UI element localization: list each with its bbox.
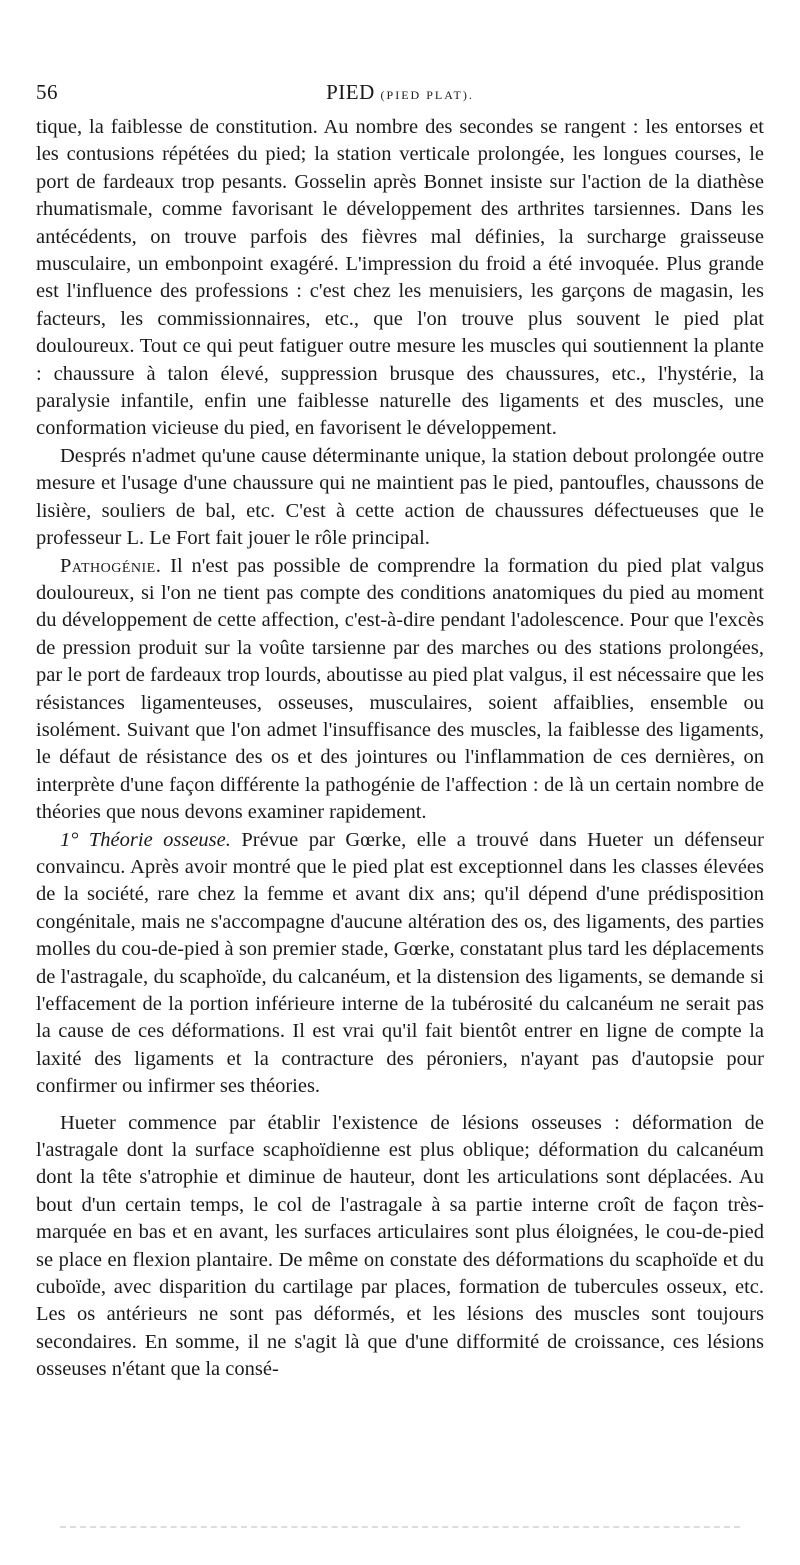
- document-page: [36, 80, 764, 1384]
- paragraph-text: Il n'est pas possible de comprendre la formation du pied plat valgus douloureux, si l'on ne tient pas compte des conditions anatomiques du pied au moment du développement de cette affection, c'est-à-dire pendant l'adolescence. Pour que l'excès de pression produit sur la voûte tarsienne par des marches ou des stations prolongées, par le port de fardeaux trop lourds, aboutisse au pied plat valgus, il est nécessaire que les résistances ligamenteuses, osseuses, musculaires, soient affaiblies, ensemble ou isolément. Suivant que l'on admet l'insuffisance des muscles, la faiblesse des ligaments, le défaut de résistance des os et des jointures ou l'inflammation de ces dernières, on interprète d'une façon différente la pathogénie de l'affection : de là un certain nombre de théories que nous devons examiner rapidement.: [36, 554, 764, 824]
- running-title-sub: (PIED PLAT).: [380, 88, 474, 102]
- running-title: [36, 80, 764, 105]
- body-text: [36, 114, 764, 1384]
- paragraph-text: Prévue par Gœrke, elle a trouvé dans Hueter un défenseur convaincu. Après avoir montré que le pied plat est exceptionnel dans les classes élevées de la société, rare chez la femme et avant dix ans; qu'il dépend d'une prédisposition congénitale, mais ne s'accompagne d'aucune altération des os, des ligaments, des parties molles du cou-de-pied à son premier stade, Gœrke, constatant plus tard les déplacements de l'astragale, du scaphoïde, du calcanéum, et la distension des ligaments, se demande si l'effacement de la portion inférieure interne de la tubérosité du calcanéum ne serait pas la cause de ces déformations. Il est vrai qu'il fait bientôt entrer en ligne de compte la laxité des ligaments et la contracture des péroniers, n'ayant pas d'autopsie pour confirmer ou infirmer ses théories.: [36, 828, 764, 1098]
- paragraph: [36, 827, 764, 1101]
- page-number: 56: [36, 80, 58, 104]
- running-title-main: PIED: [326, 80, 375, 104]
- page-header: [36, 80, 764, 114]
- section-heading: 1° Théorie osseuse.: [60, 828, 231, 851]
- paragraph: Després n'admet qu'une cause déterminante unique, la station debout prolongée outre mesure et l'usage d'une chaussure qui ne maintient pas le pied, pantoufles, chaussons de lisière, souliers de bal, etc. C'est à cette action de chaussures défectueuses que le professeur L. Le Fort fait jouer le rôle principal.: [36, 444, 764, 550]
- section-heading: Pathogénie.: [60, 554, 162, 577]
- paragraph: tique, la faiblesse de constitution. Au nombre des secondes se rangent : les entorses et les contusions répétées du pied; la station verticale prolongée, les longues courses, le port de fardeaux trop pesants. Gosselin après Bonnet insiste sur l'action de la diathèse rhumatismale, comme favorisant le développement des arthrites tarsiennes. Dans les antécédents, on trouve parfois des fièvres mal définies, la surcharge graisseuse musculaire, un embonpoint exagéré. L'impression du froid a été invoquée. Plus grande est l'influence des professions : c'est chez les menuisiers, les garçons de magasin, les facteurs, les commissionnaires, etc., que l'on trouve plus souvent le pied plat douloureux. Tout ce qui peut fatiguer outre mesure les muscles qui soutiennent la plante : chaussure à talon élevé, suppression brusque des chaussures, etc., l'hystérie, la paralysie infantile, enfin une faiblesse naturelle des ligaments et des muscles, une conformation vicieuse du pied, en favorisent le développement.: [36, 116, 764, 440]
- scan-artifact-line: [60, 1526, 740, 1530]
- paragraph: Hueter commence par établir l'existence de lésions osseuses : déformation de l'astragale dont la surface scaphoïdienne est plus oblique; déformation du calcanéum dont la tête s'atrophie et diminue de hauteur, dont les articulations sont déplacées. Au bout d'un certain temps, le col de l'astragale à sa partie interne croît de façon très-marquée en bas et en avant, les surfaces articulaires sont plus éloignées, le cou-de-pied se place en flexion plantaire. De même on constate des déformations du scaphoïde et du cuboïde, avec disparition du cartilage par places, formation de tubercules osseux, etc. Les os antérieurs ne sont pas déformés, et les lésions des muscles sont toujours secondaires. En somme, il ne s'agit là que d'une difformité de croissance, ces lésions osseuses n'étant que la consé-: [36, 1111, 764, 1381]
- paragraph: [36, 553, 764, 827]
